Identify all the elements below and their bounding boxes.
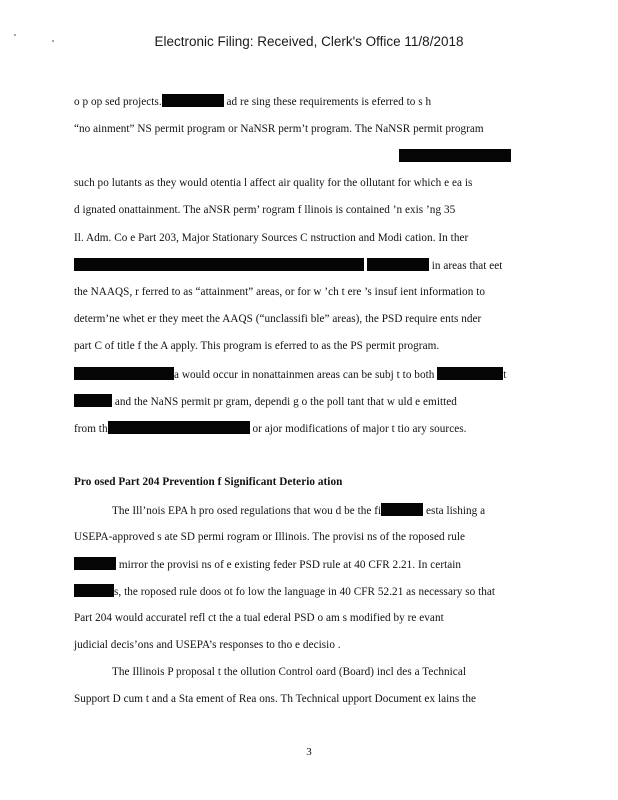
text-run: mirror the provisi ns of e existing feder PSD rule at 40 CFR 2.21. In certain xyxy=(118,559,462,571)
text-line xyxy=(74,258,502,273)
text-run: s, the roposed rule doos ot fo low the language in 40 CFR 52.21 as necessary so that xyxy=(114,586,496,598)
text-line xyxy=(74,530,465,544)
redaction-block xyxy=(74,367,174,380)
text-line xyxy=(74,421,467,436)
text-line xyxy=(112,503,485,518)
text-run: ad re sing these requirements is eferred to s h xyxy=(226,96,432,108)
text-run: esta lishing a xyxy=(426,505,486,517)
text-line xyxy=(74,611,444,625)
text-run: such po lutants as they would otentia l affect air quality for the ollutant for which e ea is xyxy=(74,177,473,189)
text-run: USEPA-approved s ate SD permi rogram or Illinois. The provisi ns of the roposed rule xyxy=(74,531,466,543)
text-run: The Illinois P proposal t the ollution Control oard (Board) incl des a Technical xyxy=(112,666,466,678)
redaction-block xyxy=(74,394,112,407)
text-line xyxy=(74,122,484,136)
redaction-block xyxy=(74,584,114,597)
text-line xyxy=(74,584,495,599)
scan-speck xyxy=(14,34,16,36)
text-run: judicial decis’ons and USEPA’s responses to tho e decisio . xyxy=(74,639,341,651)
text-run: or ajor modifications of major t tio ary sources. xyxy=(252,423,467,435)
text-run: “no ainment” NS permit program or NaNSR perm’t program. The NaNSR permit program xyxy=(74,123,484,135)
text-run: the NAAQS, r ferred to as “attainment” areas, or for w ’ch t ere ’s insuf ient information to xyxy=(74,286,485,298)
text-line xyxy=(74,339,439,353)
text-run: determ’ne whet er they meet the AAQS (“unclassifi ble” areas), the PSD require ents nder xyxy=(74,313,482,325)
section-heading: Pro osed Part 204 Prevention f Significant Deterio ation xyxy=(74,476,343,488)
text-line xyxy=(74,394,457,409)
filing-stamp-header: Electronic Filing: Received, Clerk's Office 11/8/2018 xyxy=(154,34,464,49)
text-line xyxy=(74,638,341,652)
text-run: in areas that eet xyxy=(431,260,503,272)
redaction-block xyxy=(399,149,511,162)
text-run: The Ill’nois EPA h pro osed regulations that wou d be the fi xyxy=(112,505,382,517)
text-line xyxy=(74,176,472,190)
redaction-block xyxy=(162,94,224,107)
text-line xyxy=(112,665,466,679)
redaction-block xyxy=(367,258,429,271)
text-run: Support D cum t and a Sta ement of Rea ons. Th Technical upport Document ex lains the xyxy=(74,693,476,705)
redaction-block xyxy=(437,367,503,380)
text-run: a would occur in nonattainmen areas can be subj t to both xyxy=(174,369,435,381)
text-line xyxy=(74,367,506,382)
scan-speck xyxy=(52,40,54,42)
text-line xyxy=(74,312,481,326)
text-run: Il. Adm. Co e Part 203, Major Stationary Sources C nstruction and Modi cation. In ther xyxy=(74,232,469,244)
text-line xyxy=(74,94,431,109)
text-run: t xyxy=(503,369,507,381)
redaction-block xyxy=(381,503,423,516)
text-run: d ignated onattainment. The aNSR perm’ rogram f llinois is contained ’n exis ’ng 35 xyxy=(74,204,456,216)
text-run: o p op sed projects. xyxy=(74,96,162,108)
text-run: from th xyxy=(74,423,108,435)
text-line xyxy=(74,692,476,706)
redaction-block xyxy=(74,258,364,271)
text-run: Part 204 would accuratel refl ct the a tual ederal PSD o am s modified by re evant xyxy=(74,612,444,624)
page-number: 3 xyxy=(306,746,312,758)
text-line xyxy=(74,203,455,217)
redaction-block xyxy=(108,421,250,434)
text-line xyxy=(74,285,485,299)
text-line xyxy=(74,557,461,572)
text-run: and the NaNS permit pr gram, dependi g o the poll tant that w uld e emitted xyxy=(114,396,457,408)
text-line xyxy=(74,231,468,245)
redaction-block xyxy=(74,557,116,570)
text-run: part C of title f the A apply. This program is eferred to as the PS permit program. xyxy=(74,340,440,352)
